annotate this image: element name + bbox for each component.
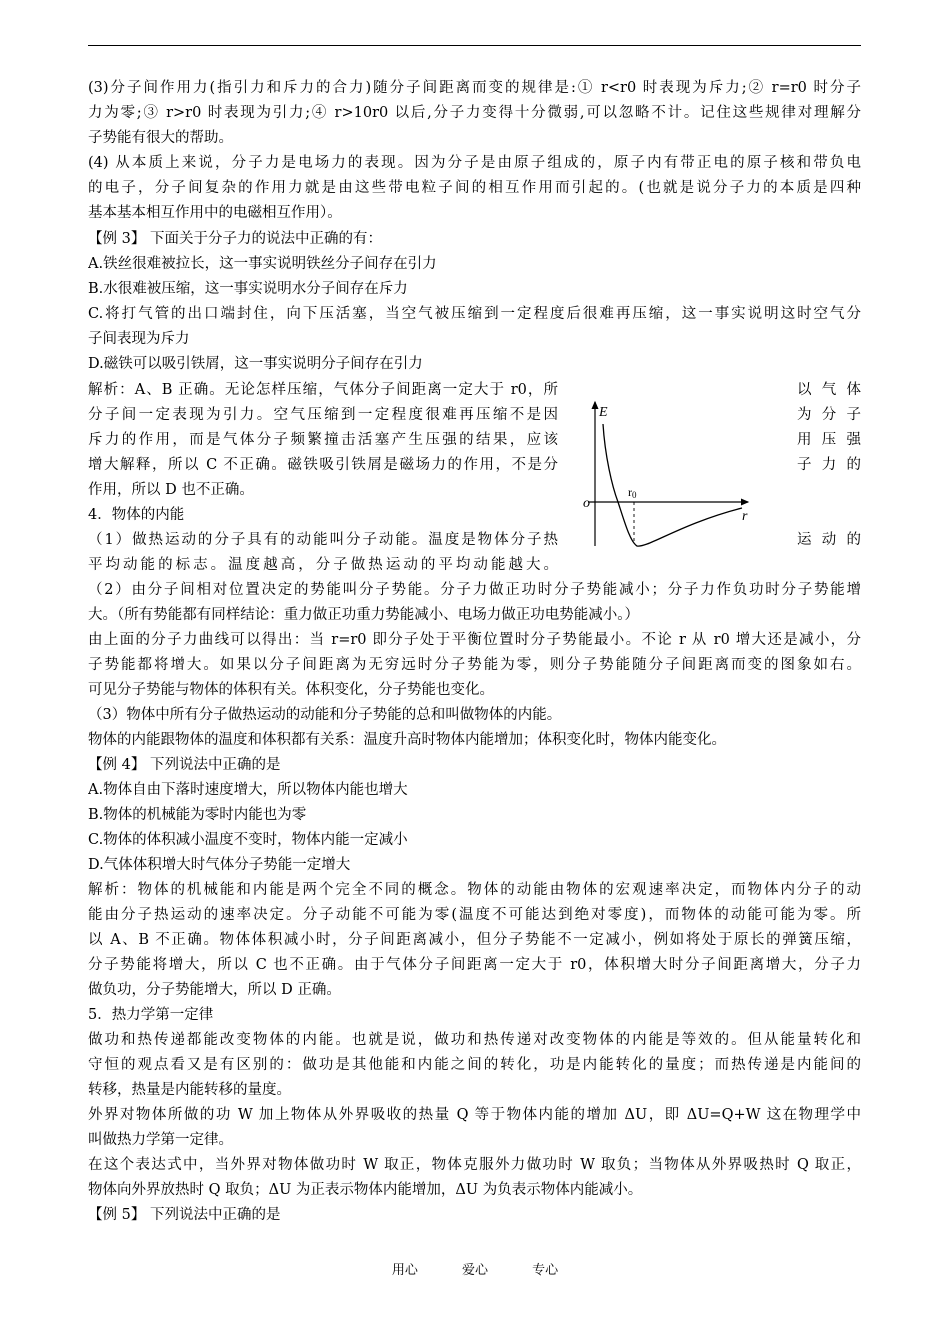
text-line: (4) 从本质上来说，分子力是电场力的表现。因为分子是由原子组成的，原子内有带正电的原子核和带负电 — [88, 155, 861, 171]
text-line: (3)分子间作用力(指引力和斥力的合力)随分子间距离而变的规律是:① r<r0 时表现为斥力;② r=r0 时分子 — [88, 80, 861, 96]
text-line: 可见分子势能与物体的体积有关。体积变化，分子势能也变化。 — [88, 682, 494, 698]
text-line: 物体向外界放热时 Q 取负；ΔU 为正表示物体内能增加，ΔU 为负表示物体内能减小。 — [88, 1182, 643, 1198]
text-line: 由上面的分子力曲线可以得出：当 r=r0 即分子处于平衡位置时分子势能最小。不论 r 从 r0 增大还是减小，分 — [88, 632, 861, 648]
text-line: 守恒的观点看又是有区别的：做功是其他能和内能之间的转化，功是内能转化的量度；而热传递是内能间的 — [88, 1057, 861, 1073]
text-line: B.物体的机械能为零时内能也为零 — [88, 807, 307, 823]
page-footer — [0, 1259, 950, 1278]
text-line: 物体的内能跟物体的温度和体积都有关系：温度升高时物体内能增加；体积变化时，物体内能变化。 — [88, 732, 726, 748]
footer-item: 专心 — [532, 1263, 559, 1278]
text-line: 【例 3】 下面关于分子力的说法中正确的有： — [88, 231, 382, 247]
text-line: 【例 5】 下列说法中正确的是 — [88, 1207, 281, 1223]
footer-item: 爱心 — [461, 1263, 488, 1278]
text-line: 分子势能将增大，所以 C 也不正确。由于气体分子间距离一定大于 r0，体积增大时分子间距离增大，分子力 — [88, 957, 861, 973]
text-line: 增大解释，所以 C 不正确。磁铁吸引铁屑是磁场力的作用，不是分 — [88, 457, 558, 473]
text-line: （2）由分子间相对位置决定的势能叫分子势能。分子力做正功时分子势能减小；分子力作负功时分子势能增 — [88, 582, 861, 598]
text-line: 做功和热传递都能改变物体的内能。也就是说，做功和热传递对改变物体的内能是等效的。但从能量转化和 — [88, 1032, 861, 1048]
text-line: 5．热力学第一定律 — [88, 1007, 214, 1023]
r0-label: r0 — [628, 485, 637, 500]
text-fragment: 子 力 的 — [797, 457, 861, 473]
header-rule — [88, 45, 861, 46]
text-line: （3）物体中所有分子做热运动的动能和分子势能的总和叫做物体的内能。 — [88, 707, 562, 723]
text-line: （1）做热运动的分子具有的动能叫分子动能。温度是物体分子热 — [88, 532, 558, 548]
y-axis-label: E — [599, 405, 608, 420]
text-line: D.气体体积增大时气体分子势能一定增大 — [88, 857, 351, 873]
text-line: 基本基本相互作用中的电磁相互作用）。 — [88, 205, 342, 221]
text-line: 以 A、B 不正确。物体体积减小时，分子间距离减小，但分子势能不一定减小，例如将处于原长的弹簧压缩， — [88, 932, 861, 948]
text-line: 4．物体的内能 — [88, 507, 185, 523]
text-line: 的电子，分子间复杂的作用力就是由这些带电粒子间的相互作用而引起的。(也就是说分子力的本质是四种 — [88, 180, 861, 196]
text-line: C.将打气管的出口端封住，向下压活塞，当空气被压缩到一定程度后很难再压缩，这一事实说明这时空气分 — [88, 306, 861, 322]
text-line: 外界对物体所做的功 W 加上物体从外界吸收的热量 Q 等于物体内能的增加 ΔU，即 ΔU=Q+W 这在物理学中 — [88, 1107, 861, 1123]
text-line: 在这个表达式中，当外界对物体做功时 W 取正，物体克服外力做功时 W 取负；当物体从外界吸热时 Q 取正， — [88, 1157, 861, 1173]
text-line: 作用，所以 D 也不正确。 — [88, 482, 254, 498]
text-line: 平均动能的标志。温度越高，分子做热运动的平均动能越大。 — [88, 557, 558, 573]
text-line: 【例 4】 下列说法中正确的是 — [88, 757, 281, 773]
text-line: 子势能都将增大。如果以分子间距离为无穷远时分子势能为零，则分子势能随分子间距离而变的图象如右。 — [88, 657, 861, 673]
text-line: 叫做热力学第一定律。 — [88, 1132, 233, 1148]
text-line: 解析：物体的机械能和内能是两个完全不同的概念。物体的动能由物体的宏观速率决定，而物体内分子的动 — [88, 882, 861, 898]
x-axis-label: r — [742, 509, 748, 524]
text-line: 子间表现为斥力 — [88, 331, 190, 347]
text-line: 能由分子热运动的速率决定。分子动能不可能为零(温度不可能达到绝对零度)，而物体的动能可能为零。所 — [88, 907, 861, 923]
text-line: 大。（所有势能都有同样结论：重力做正功重力势能减小、电场力做正功电势能减小。） — [88, 607, 639, 623]
text-line: 转移，热量是内能转移的量度。 — [88, 1082, 291, 1098]
origin-label: o — [583, 496, 590, 511]
text-line: 力为零;③ r>r0 时表现为引力;④ r>10r0 以后,分子力变得十分微弱,可以忽略不计。记住这些规律对理解分 — [88, 105, 861, 121]
text-line: 子势能有很大的帮助。 — [88, 130, 233, 146]
text-line: 斥力的作用，而是气体分子频繁撞击活塞产生压强的结果，应该 — [88, 432, 558, 448]
text-fragment: 以 气 体 — [797, 382, 861, 398]
text-line: C.物体的体积减小温度不变时，物体内能一定减小 — [88, 832, 408, 848]
text-line: A.物体自由下落时速度增大，所以物体内能也增大 — [88, 782, 408, 798]
text-fragment: 为 分 子 — [797, 407, 861, 423]
footer-item: 用心 — [391, 1263, 418, 1278]
text-line: D.磁铁可以吸引铁屑，这一事实说明分子间存在引力 — [88, 356, 423, 372]
text-line: A.铁丝很难被拉长，这一事实说明铁丝分子间存在引力 — [88, 256, 437, 272]
potential-energy-figure — [582, 396, 752, 552]
text-fragment: 运 动 的 — [797, 532, 861, 548]
text-line: 做负功，分子势能增大，所以 D 正确。 — [88, 982, 341, 998]
text-fragment: 用 压 强 — [797, 432, 861, 448]
text-line: 分子间一定表现为引力。空气压缩到一定程度很难再压缩不是因 — [88, 407, 558, 423]
text-line: 解析：A、B 正确。无论怎样压缩，气体分子间距离一定大于 r0，所 — [88, 382, 558, 398]
text-line: B.水很难被压缩，这一事实说明水分子间存在斥力 — [88, 281, 408, 297]
potential-energy-curve — [603, 424, 742, 546]
